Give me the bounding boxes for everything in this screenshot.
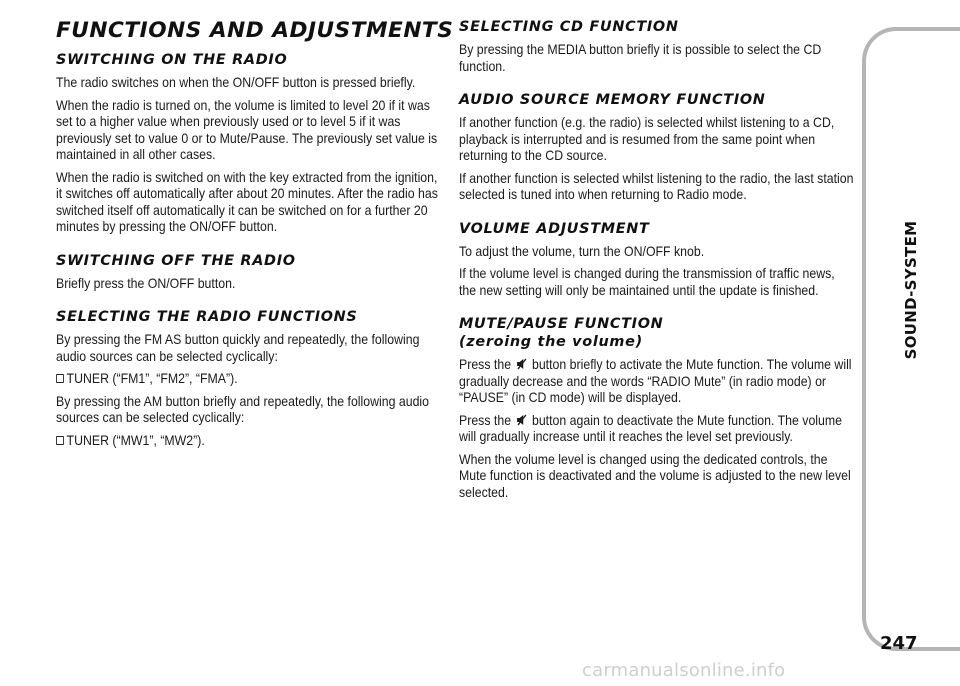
left-column xyxy=(56,18,454,454)
paragraph: To adjust the volume, turn the ON/OFF knob. xyxy=(459,242,705,259)
text: button again to deactivate the Mute function. The volume will gradually increase until it reaches the level set previously. xyxy=(459,411,843,444)
paragraph: If another function is selected whilst listening to the radio, the last station selected is tuned into when returning to Radio mode. xyxy=(459,169,854,202)
heading-mute-pause xyxy=(459,315,854,351)
mute-speaker-icon xyxy=(515,357,527,371)
heading-volume-adjustment: VOLUME ADJUSTMENT xyxy=(459,220,650,237)
heading-selecting-radio: SELECTING THE RADIO FUNCTIONS xyxy=(56,309,358,325)
paragraph: By pressing the AM button briefly and repeatedly, the following audio sources can be selected cyclically: xyxy=(56,392,430,425)
text: Press the xyxy=(459,356,515,372)
page-title: FUNCTIONS AND ADJUSTMENTS xyxy=(56,18,454,42)
heading-mute-pause-title: MUTE/PAUSE FUNCTION xyxy=(459,316,664,332)
heading-selecting-cd: SELECTING CD FUNCTION xyxy=(459,19,679,35)
heading-mute-pause-sub: (zeroing the volume) xyxy=(459,334,643,350)
page-number: 247 xyxy=(880,633,918,654)
heading-audio-memory: AUDIO SOURCE MEMORY FUNCTION xyxy=(459,92,766,108)
bullet-text: TUNER (“FM1”, “FM2”, “FMA”). xyxy=(66,370,238,386)
bullet-text: TUNER (“MW1”, “MW2”). xyxy=(66,431,205,448)
paragraph: Briefly press the ON/OFF button. xyxy=(56,274,236,291)
paragraph xyxy=(459,356,854,406)
paragraph: When the radio is switched on with the key extracted from the ignition, it switches off automatically after about 20 minutes. After the radio has switched itself off automatically it can be switched on for a further 20 minutes by pressing the ON/OFF button. xyxy=(56,168,438,234)
section-tab-text: SOUND-SYSTEM xyxy=(902,220,920,360)
text: Press the xyxy=(459,411,515,428)
section-tab-label xyxy=(900,190,922,390)
heading-switching-off: SWITCHING OFF THE RADIO xyxy=(56,252,296,269)
paragraph: If the volume level is changed during the transmission of traffic news, the new setting will only be maintained until the update is finished. xyxy=(459,265,835,298)
text: button briefly to activate the Mute function. The volume will gradually decrease and the words “RADIO Mute” (in radio mode) or “PAUSE” (in CD mode) will be displayed. xyxy=(459,356,852,405)
paragraph: By pressing the MEDIA button briefly it is possible to select the CD function. xyxy=(459,41,822,74)
watermark: carmanualsonline.info xyxy=(582,660,786,681)
checkbox-bullet-icon xyxy=(56,436,64,445)
paragraph: By pressing the FM AS button quickly and repeatedly, the following audio sources can be selected cyclically: xyxy=(56,331,420,364)
heading-switching-on: SWITCHING ON THE RADIO xyxy=(56,52,288,68)
paragraph xyxy=(459,412,854,445)
paragraph: When the volume level is changed using the dedicated controls, the Mute function is deactivated and the volume is adjusted to the new level selected. xyxy=(459,450,851,500)
paragraph: The radio switches on when the ON/OFF button is pressed briefly. xyxy=(56,74,416,90)
paragraph: When the radio is turned on, the volume is limited to level 20 if it was set to a higher value when previously used or to level 5 if it was previously set to value 0 or to Mute/Pause. The previously set value is maintained in all other cases. xyxy=(56,96,438,162)
right-column xyxy=(459,18,854,506)
paragraph: If another function (e.g. the radio) is selected whilst listening to a CD, playback is interrupted and is resumed from the same point when returning to the CD source. xyxy=(459,114,835,163)
checkbox-bullet-icon xyxy=(56,374,64,383)
bullet-item xyxy=(56,432,442,449)
mute-speaker-icon xyxy=(515,413,527,427)
bullet-item xyxy=(56,370,442,387)
